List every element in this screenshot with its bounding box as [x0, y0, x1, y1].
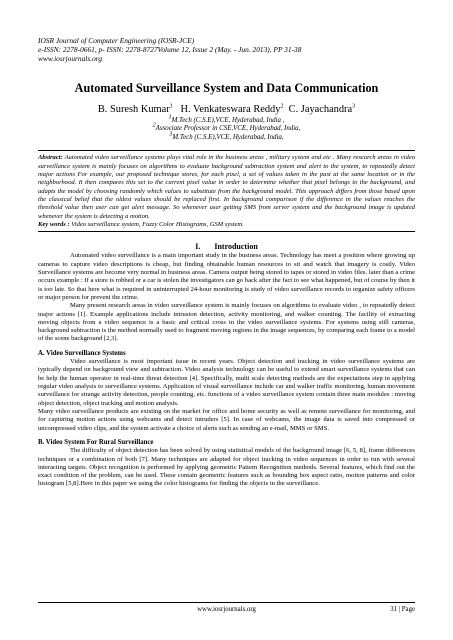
- affiliation-sup: 2: [152, 122, 156, 129]
- subsection-heading-a: A. Video Surveillance Systems: [38, 349, 126, 357]
- footer-url: www.iosrjournals.org: [197, 606, 256, 613]
- intro-paragraph: Automated video surveillance is a main important study in the business areas. Technology has meet a position where growing up cameras to capture video descriptions is cheap, but finding obtainable human resources to sit and watch that imagery is costly. Video Surveillance systems are become very normal in business areas. Camera output being stored to tapes or stored in video files. later than a crime occurs example : If a store is robbed or a car is stolen the investigators can go back after the fact to see what happened, but of course by then it is too late. So that here what is required in uninterrupted 24-hour monitoring is study of video surveillance records to organize safety officers or major person for prevent the crime.: [38, 252, 415, 301]
- author-name: C. Jayachandra: [288, 103, 353, 115]
- author-sup: 1: [169, 103, 173, 110]
- abstract-block: [38, 150, 415, 232]
- affiliation: [38, 114, 415, 126]
- affiliation-list: [38, 114, 415, 143]
- abstract-label: Abstract:: [38, 154, 63, 162]
- affiliation-text: M.Tech (C.S.E),VCE, Hyderabad, India,: [172, 133, 284, 141]
- section-title: Introduction: [214, 242, 258, 252]
- author-list: [38, 104, 415, 116]
- paper-title: Automated Surveillance System and Data Communication: [74, 80, 379, 95]
- journal-url: www.iosrjournals.org: [38, 54, 103, 64]
- page-footer: [38, 602, 415, 613]
- author-name: H. Venkateswara Reddy: [180, 103, 281, 115]
- abstract-text: Automated video surveillance systems plays vital role in the business areas , military system and etc . Many research areas in video surveillance system is mainly focuses on algorithms to evaluate background subtraction system and alert to the system, to repeatedly detect major actions For example, our proposed technique stores, for each pixel, a set of values taken in the past at the same location or in the neighborhood. It then compares this set to the current pixel value in order to determine whether that pixel belongs to the background, and adapts the model by choosing randomly which values to substitute from the background model. This approach differs from those based upon the classical belief that the oldest values should be replaced first. In background comparison if the difference in the values reaches the threshold value then user can get alert message. So whenever user getting SMS from server system and the background image is updated whenever the system is detecting a motion.: [38, 154, 415, 220]
- keywords-line: [38, 221, 415, 229]
- affiliation-sup: 1: [168, 114, 172, 121]
- page-number: 31 | Page: [390, 606, 415, 613]
- affiliation-sup: 3: [169, 131, 173, 138]
- affiliation: [38, 131, 415, 143]
- journal-issn: e-ISSN: 2278-0661, p- ISSN: 2278-8727Volume 12, Issue 2 (May. - Jun. 2013), PP 31-38: [38, 45, 302, 55]
- affiliation: [38, 122, 415, 134]
- subsection-b-paragraph: The difficulty of object detection has been solved by using statistical models of the background image [6, 5, 8], frame differences techniques or a combination of both [7]. Many techniques are adapted for object tracking in video sequences in order to run with several interacting targets. Object recognition is performed by applying geometric Pattern Recognition methods. Several features, which find out the exact condition of the problem, can be used. These contain geometric features such as bounding box aspect ratio, motion patterns and color histogram [5,8].Here in this paper we using the color histograms for finding the objects in the surveillance.: [38, 447, 415, 488]
- keywords-text: Video surveillance system, Fuzzy Color Histograms, GSM system.: [71, 221, 244, 229]
- subsection-a-paragraph: Video surveillance is most important issue in recent years. Object detection and tracking in video surveillance systems are typically depend on background view and subtraction. Video analysis technology can be useful to extend smart surveillance systems that can be help the human operator in real-time threat detection [4]. Specifically, multi scale detecting methods are the expectations step in applying regular video analysis to surveillance systems. Application of visual surveillance include car and walker traffic monitoring, human movement surveillance for strange activity detection, people counting, etc. functions of a video surveillance system contain three main modules : moving object detection, object tracking and motion analysis.: [38, 358, 415, 407]
- affiliation-text: Associate Professor in CSE,VCE, Hyderabad, India,: [155, 125, 301, 133]
- journal-header: [38, 36, 415, 64]
- section-number: I.: [195, 242, 201, 252]
- intro-paragraph: Many present research areas in video surveillance system is mainly focuses on algorithms to evaluate video , to repeatedly detect major actions [1]. Example applications include intrusion detection, activity monitoring, and walker counting. The facility of extracting moving objects from a video sequence is a basic and critical cross in the video surveillance systems. For systems using still cameras, background subtraction is the method normally used to fragment moving regions in the image sequences, by comparing each frame to a model of the scene background [2,3].: [38, 302, 415, 343]
- affiliation-text: M.Tech (C.S.E),VCE, Hyderabad, India ,: [171, 116, 285, 124]
- author-name: B. Suresh Kumar: [97, 103, 170, 115]
- author-sup: 3: [352, 103, 356, 110]
- section-heading-introduction: [38, 242, 415, 252]
- journal-name: IOSR Journal of Computer Engineering (IOSR-JCE): [38, 36, 195, 45]
- author-sup: 2: [280, 103, 284, 110]
- subsection-a-paragraph: Many video surveillance products are existing on the market for office and home security as well as remote surveillance for monitoring, and for capturing motion actions using webcams and detect intruders [5]. In case of webcams, the image data is saved into compressed or uncompressed video clips, and the system activate a choice of alerts such as sending an e-mail, MMS or SMS.: [38, 407, 415, 432]
- subsection-heading-b: B. Video System For Rural Surveillance: [38, 438, 154, 446]
- abstract-paragraph: [38, 154, 415, 221]
- keywords-label: Key words :: [38, 221, 70, 229]
